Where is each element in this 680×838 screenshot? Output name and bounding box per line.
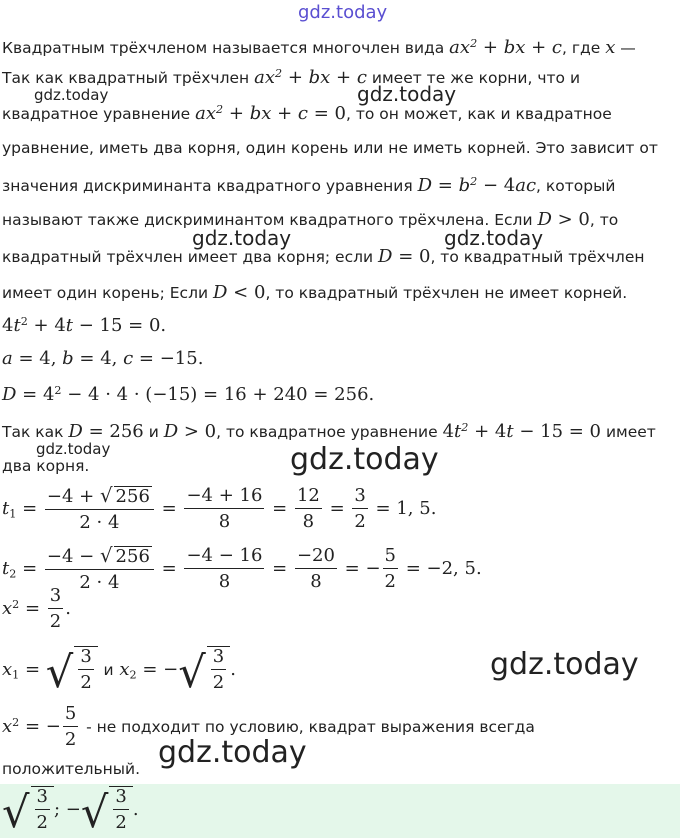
theory-line-3: квадратное уравнение $ax^2$ + bx + c = 0, то он может, как и квадратное — [2, 103, 612, 125]
two-roots-text: два корня. — [2, 457, 90, 475]
x-squared-negative: $x^2$ = − $\frac{5}{2}$ - не подходит по условию, квадрат выражения всегда — [2, 703, 535, 750]
equation: $4t^2 + 4t - 15 = 0$. — [2, 315, 167, 337]
root-t2-clip — [0, 540, 680, 590]
discriminant: $D = 4^2 - 4 \cdot 4 \cdot (-15) = 16 + 240 = 256$. — [2, 384, 375, 406]
theory-line-4: уравнение, иметь два корня, один корень или не иметь корней. Это зависит от — [2, 139, 658, 157]
coefficients: a = 4, b = 4, c = −15. — [2, 348, 204, 369]
watermark: gdz.today — [290, 442, 439, 477]
watermark: gdz.today — [444, 226, 544, 250]
root-t2: $t_2$ = $\frac{-4 - √ 256}{2 \cdot 4}$ = $\frac{-4 - 16}{8}$ = $\frac{-20}{8}$ = − $\frac{5}{2}$ = −2, 5. — [2, 544, 482, 590]
positive-text: положительный. — [2, 760, 141, 778]
theory-line-5: значения дискриминанта квадратного уравнения $D = b^2 - 4ac$, который — [2, 175, 616, 197]
watermark: gdz.today — [36, 440, 111, 458]
watermark-top: gdz.today — [298, 2, 388, 23]
watermark: gdz.today — [192, 226, 292, 250]
watermark: gdz.today — [490, 647, 639, 682]
watermark: gdz.today — [357, 82, 457, 106]
theory-line-6: называют также дискриминантом квадратного трёхчлена. Если D > 0, то — [2, 209, 619, 230]
root-t1: $t_1$ = $\frac{-4 + √ 256}{2 \cdot 4}$ = $\frac{-4 + 16}{8}$ = $\frac{12}{8}$ = $\frac{3}{2}$ = 1, 5. — [2, 484, 437, 533]
roots-x: $x_1$ = √ $\frac{3}{2}$ и $x_2$ = −√ $\frac{3}{2}$ . — [2, 646, 236, 699]
watermark: gdz.today — [34, 86, 109, 104]
theory-line-7: квадратный трёхчлен имеет два корня; если D = 0, то квадратный трёхчлен — [2, 246, 645, 267]
answer: √ $\frac{3}{2}$ ; −√ $\frac{3}{2}$ . — [2, 786, 139, 838]
x-squared-positive: $x^2$ = $\frac{3}{2}$ . — [2, 585, 71, 632]
theory-line-1: Квадратным трёхчленом называется многочлен вида $ax^2$ + bx + c, где x — — [2, 37, 636, 59]
theory-line-8: имеет один корень; Если D < 0, то квадратный трёхчлен не имеет корней. — [2, 282, 628, 303]
watermark: gdz.today — [158, 735, 307, 770]
theory-line-2: Так как квадратный трёхчлен $ax^2$ + bx + c имеет те же корни, что и — [2, 67, 581, 89]
since-line: Так как D = 256 и D > 0, то квадратное уравнение $4t^2 + 4t - 15 = 0$ имеет — [2, 421, 656, 443]
